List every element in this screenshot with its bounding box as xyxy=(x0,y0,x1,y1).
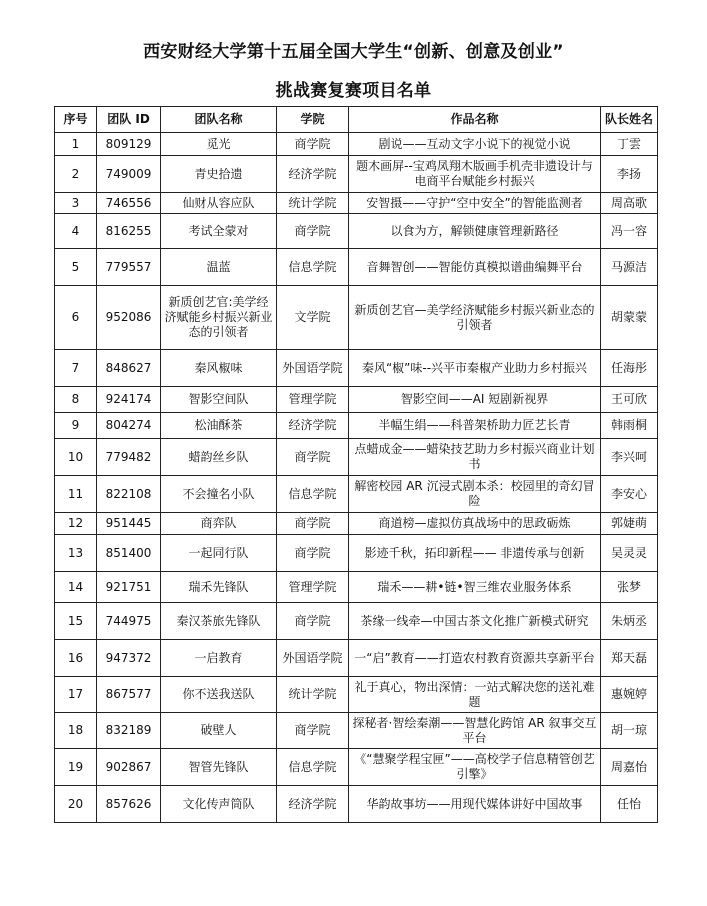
table-row xyxy=(55,439,658,476)
cell-leader: 周高歌 xyxy=(601,193,658,214)
cell-team-name: 蜡韵丝乡队 xyxy=(161,439,277,476)
cell-team-id: 902867 xyxy=(97,749,161,786)
cell-leader: 朱炳丞 xyxy=(601,603,658,640)
cell-team-id: 924174 xyxy=(97,387,161,413)
cell-no: 14 xyxy=(55,572,97,603)
table-row xyxy=(55,214,658,249)
cell-team-name: 一起同行队 xyxy=(161,535,277,572)
cell-college: 信息学院 xyxy=(277,249,349,286)
cell-work-name: 一“启”教育——打造农村教育资源共享新平台 xyxy=(349,640,601,677)
cell-work-name: 华韵故事坊——用现代媒体讲好中国故事 xyxy=(349,786,601,823)
cell-team-name: 不会撞名小队 xyxy=(161,476,277,513)
cell-work-name: 剧说——互动文字小说下的视觉小说 xyxy=(349,133,601,156)
cell-team-id: 867577 xyxy=(97,677,161,713)
header-team-name: 团队名称 xyxy=(161,107,277,133)
table-row xyxy=(55,156,658,193)
cell-college: 外国语学院 xyxy=(277,640,349,677)
cell-no: 4 xyxy=(55,214,97,249)
cell-no: 15 xyxy=(55,603,97,640)
cell-team-id: 809129 xyxy=(97,133,161,156)
cell-college: 管理学院 xyxy=(277,572,349,603)
cell-work-name: 礼于真心，物出深情：一站式解决您的送礼难题 xyxy=(349,677,601,713)
cell-team-name: 新质创艺官:美学经济赋能乡村振兴新业态的引领者 xyxy=(161,286,277,350)
cell-work-name: 探秘者·智绘秦潮——智慧化跨馆 AR 叙事交互平台 xyxy=(349,713,601,749)
cell-no: 11 xyxy=(55,476,97,513)
cell-no: 20 xyxy=(55,786,97,823)
cell-team-name: 松油酥茶 xyxy=(161,413,277,439)
cell-team-id: 952086 xyxy=(97,286,161,350)
cell-college: 统计学院 xyxy=(277,677,349,713)
cell-work-name: 《“慧聚学程宝匣”——高校学子信息精管创艺引擎》 xyxy=(349,749,601,786)
cell-team-id: 951445 xyxy=(97,513,161,535)
cell-team-name: 觅光 xyxy=(161,133,277,156)
cell-work-name: 点蜡成金——蜡染技艺助力乡村振兴商业计划书 xyxy=(349,439,601,476)
cell-leader: 胡一琼 xyxy=(601,713,658,749)
cell-college: 经济学院 xyxy=(277,413,349,439)
table-row xyxy=(55,603,658,640)
cell-college: 管理学院 xyxy=(277,387,349,413)
cell-no: 1 xyxy=(55,133,97,156)
cell-college: 经济学院 xyxy=(277,156,349,193)
doc-title-line1: 西安财经大学第十五届全国大学生“创新、创意及创业” xyxy=(143,42,564,62)
project-roster-table xyxy=(54,106,658,823)
header-team-id: 团队 ID xyxy=(97,107,161,133)
cell-team-id: 804274 xyxy=(97,413,161,439)
cell-no: 10 xyxy=(55,439,97,476)
table-row xyxy=(55,749,658,786)
table-row xyxy=(55,640,658,677)
cell-team-name: 智管先锋队 xyxy=(161,749,277,786)
cell-work-name: 半幅生绢——科普架桥助力匠艺长青 xyxy=(349,413,601,439)
cell-college: 商学院 xyxy=(277,535,349,572)
cell-leader: 郭婕萌 xyxy=(601,513,658,535)
table-row xyxy=(55,286,658,350)
cell-leader: 丁雲 xyxy=(601,133,658,156)
cell-leader: 任怡 xyxy=(601,786,658,823)
table-row xyxy=(55,249,658,286)
header-leader: 队长姓名 xyxy=(601,107,658,133)
cell-work-name: 智影空间——AI 短剧新视界 xyxy=(349,387,601,413)
cell-college: 信息学院 xyxy=(277,749,349,786)
table-row xyxy=(55,713,658,749)
table-row xyxy=(55,786,658,823)
cell-leader: 冯一容 xyxy=(601,214,658,249)
cell-no: 12 xyxy=(55,513,97,535)
table-row xyxy=(55,133,658,156)
cell-college: 信息学院 xyxy=(277,476,349,513)
cell-team-name: 考试全蒙对 xyxy=(161,214,277,249)
cell-team-id: 744975 xyxy=(97,603,161,640)
cell-leader: 王可欣 xyxy=(601,387,658,413)
cell-team-id: 857626 xyxy=(97,786,161,823)
cell-college: 文学院 xyxy=(277,286,349,350)
cell-work-name: 题木画屏--宝鸡凤翔木版画手机壳非遗设计与电商平台赋能乡村振兴 xyxy=(349,156,601,193)
cell-college: 商学院 xyxy=(277,214,349,249)
cell-college: 商学院 xyxy=(277,713,349,749)
cell-no: 16 xyxy=(55,640,97,677)
cell-college: 统计学院 xyxy=(277,193,349,214)
cell-work-name: 音舞智创——智能仿真模拟谱曲编舞平台 xyxy=(349,249,601,286)
cell-no: 19 xyxy=(55,749,97,786)
table-row xyxy=(55,535,658,572)
cell-college: 商学院 xyxy=(277,603,349,640)
cell-team-name: 商弈队 xyxy=(161,513,277,535)
cell-work-name: 新质创艺官—美学经济赋能乡村振兴新业态的引领者 xyxy=(349,286,601,350)
cell-leader: 马源洁 xyxy=(601,249,658,286)
cell-team-name: 瑞禾先锋队 xyxy=(161,572,277,603)
cell-no: 3 xyxy=(55,193,97,214)
cell-team-name: 秦汉茶旅先锋队 xyxy=(161,603,277,640)
cell-leader: 任海彤 xyxy=(601,350,658,387)
cell-work-name: 以食为方，解锁健康管理新路径 xyxy=(349,214,601,249)
cell-no: 18 xyxy=(55,713,97,749)
table-row xyxy=(55,193,658,214)
cell-team-name: 智影空间队 xyxy=(161,387,277,413)
cell-team-id: 921751 xyxy=(97,572,161,603)
header-college: 学院 xyxy=(277,107,349,133)
cell-leader: 李扬 xyxy=(601,156,658,193)
cell-college: 商学院 xyxy=(277,133,349,156)
cell-leader: 韩雨桐 xyxy=(601,413,658,439)
cell-no: 9 xyxy=(55,413,97,439)
cell-team-id: 779482 xyxy=(97,439,161,476)
cell-team-id: 851400 xyxy=(97,535,161,572)
cell-no: 2 xyxy=(55,156,97,193)
cell-team-id: 947372 xyxy=(97,640,161,677)
table-row xyxy=(55,413,658,439)
cell-work-name: 影迹千秋，拓印新程—— 非遗传承与创新 xyxy=(349,535,601,572)
cell-team-name: 青史拾遗 xyxy=(161,156,277,193)
cell-work-name: 解密校园 AR 沉浸式剧本杀：校园里的奇幻冒险 xyxy=(349,476,601,513)
table-row xyxy=(55,572,658,603)
cell-no: 8 xyxy=(55,387,97,413)
cell-work-name: 安智摄——守护“空中安全”的智能监测者 xyxy=(349,193,601,214)
cell-leader: 周嘉怡 xyxy=(601,749,658,786)
cell-leader: 吴灵灵 xyxy=(601,535,658,572)
cell-team-name: 你不送我送队 xyxy=(161,677,277,713)
cell-team-id: 746556 xyxy=(97,193,161,214)
cell-team-id: 749009 xyxy=(97,156,161,193)
table-row xyxy=(55,476,658,513)
cell-team-id: 848627 xyxy=(97,350,161,387)
header-no: 序号 xyxy=(55,107,97,133)
cell-college: 商学院 xyxy=(277,439,349,476)
cell-team-name: 温蓝 xyxy=(161,249,277,286)
cell-work-name: 瑞禾——耕•链•智三维农业服务体系 xyxy=(349,572,601,603)
cell-leader: 郑天磊 xyxy=(601,640,658,677)
cell-team-name: 秦风椒味 xyxy=(161,350,277,387)
table-header-row xyxy=(55,107,658,133)
cell-no: 6 xyxy=(55,286,97,350)
cell-no: 5 xyxy=(55,249,97,286)
cell-team-name: 文化传声筒队 xyxy=(161,786,277,823)
cell-team-name: 破壁人 xyxy=(161,713,277,749)
cell-team-id: 832189 xyxy=(97,713,161,749)
table-row xyxy=(55,350,658,387)
table-row xyxy=(55,513,658,535)
cell-team-id: 822108 xyxy=(97,476,161,513)
doc-title-line2: 挑战赛复赛项目名单 xyxy=(275,81,432,101)
cell-team-name: 仙财从容应队 xyxy=(161,193,277,214)
cell-no: 7 xyxy=(55,350,97,387)
cell-college: 经济学院 xyxy=(277,786,349,823)
table-row xyxy=(55,677,658,713)
cell-team-id: 779557 xyxy=(97,249,161,286)
cell-leader: 李兴呵 xyxy=(601,439,658,476)
cell-leader: 张梦 xyxy=(601,572,658,603)
cell-work-name: 茶缘一线牵—中国古茶文化推广新模式研究 xyxy=(349,603,601,640)
table-row xyxy=(55,387,658,413)
cell-no: 17 xyxy=(55,677,97,713)
cell-leader: 惠婉婷 xyxy=(601,677,658,713)
cell-college: 外国语学院 xyxy=(277,350,349,387)
cell-no: 13 xyxy=(55,535,97,572)
cell-college: 商学院 xyxy=(277,513,349,535)
cell-team-name: 一启教育 xyxy=(161,640,277,677)
table-body xyxy=(55,133,658,823)
header-work-name: 作品名称 xyxy=(349,107,601,133)
cell-leader: 李安心 xyxy=(601,476,658,513)
cell-work-name: 商道榜—虚拟仿真战场中的思政砺炼 xyxy=(349,513,601,535)
cell-team-id: 816255 xyxy=(97,214,161,249)
cell-leader: 胡蒙蒙 xyxy=(601,286,658,350)
cell-work-name: 秦风“椒”味--兴平市秦椒产业助力乡村振兴 xyxy=(349,350,601,387)
